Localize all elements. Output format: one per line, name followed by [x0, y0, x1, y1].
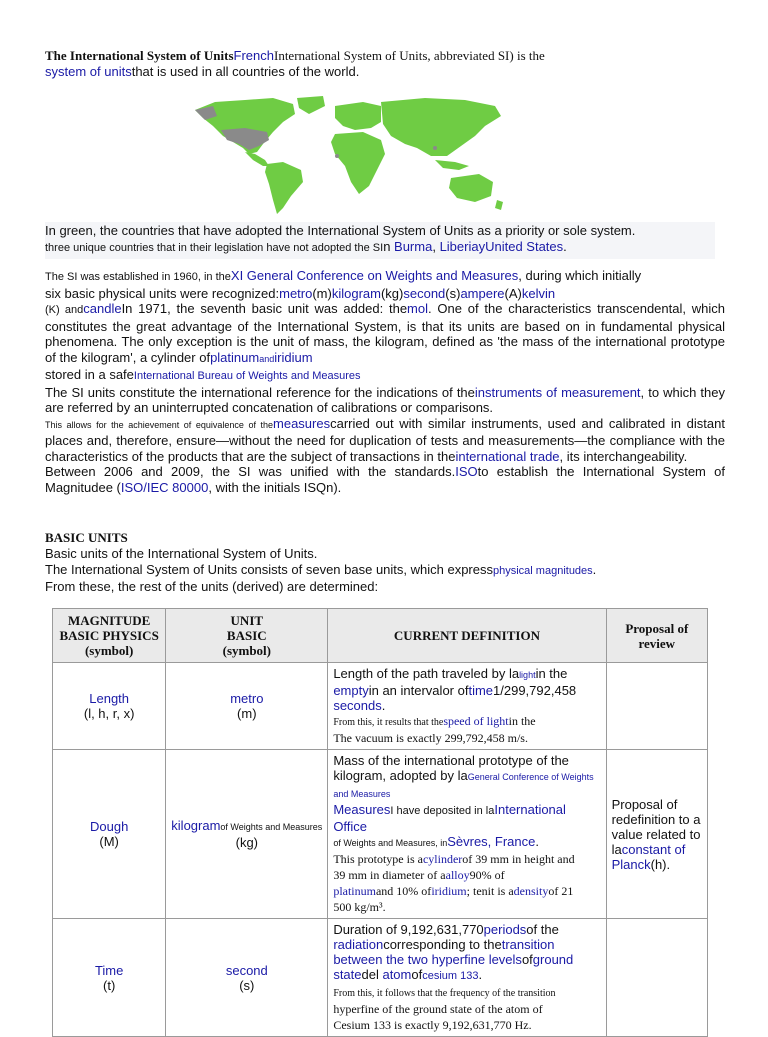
link-candle[interactable]: candle — [83, 301, 122, 316]
header-definition: CURRENT DEFINITION — [328, 609, 606, 663]
map-indonesia — [435, 160, 469, 170]
map-europe — [335, 102, 381, 130]
cell-unit: kilogramof Weights and Measures (kg) — [166, 750, 328, 919]
link-sevres-france[interactable]: Sèvres, France — [447, 834, 536, 849]
link-transition[interactable]: transition between the two hyperfine levels — [333, 937, 555, 967]
cell-definition: Duration of 9,192,631,770periodsof the radiationcorresponding to thetransition between the two hyperfine levelsofground statedel atomofcesium 133. From this, it follows that the frequency of the transition hyperfine of the ground state of the atom of Cesium 133 is exactly 9,192,631,770 Hz. — [328, 919, 606, 1037]
cell-magnitude: Dough (M) — [53, 750, 166, 919]
link-kilogram-unit[interactable]: kilogram — [171, 818, 221, 833]
header-unit: UNIT BASIC (symbol) — [166, 609, 328, 663]
cell-proposal — [606, 663, 707, 750]
link-bureau[interactable]: International Bureau of Weights and Measures — [133, 370, 361, 382]
link-international-trade[interactable]: international trade — [455, 448, 560, 464]
link-platinum-2[interactable]: platinum — [333, 884, 376, 898]
link-seconds[interactable]: seconds — [333, 698, 382, 713]
map-usa — [221, 128, 269, 150]
link-united-states[interactable]: United States — [485, 239, 564, 254]
link-atom[interactable]: atom — [382, 967, 412, 982]
world-map-image — [185, 96, 505, 216]
intro-text-2: that is used in all countries of the world. — [131, 64, 360, 79]
link-platinum[interactable]: platinum — [210, 349, 260, 365]
section-heading-basic-units: BASIC UNITS — [45, 530, 128, 545]
cell-definition: Mass of the international prototype of the kilogram, adopted by laGeneral Conference of Weights and Measures MeasuresI have deposited in laInternational Office of Weights and Measures, inSèvres, France. This prototype is acylinderof 39 mm in height and 39 mm in diameter of aalloy90% of platinumand 10% ofiridium; tenit is adensityof 21 500 kg/m³. — [328, 750, 606, 919]
link-iso[interactable]: ISO — [455, 464, 478, 479]
link-dough[interactable]: Dough — [89, 819, 129, 834]
link-second[interactable]: second — [403, 285, 446, 301]
link-instruments[interactable]: instruments of measurement — [474, 384, 641, 400]
link-liberia[interactable]: Liberia — [439, 239, 479, 254]
link-kilogram[interactable]: kilogram — [331, 285, 381, 301]
map-africa — [331, 132, 385, 194]
link-international-office[interactable]: International Office — [333, 802, 566, 834]
link-iso-iec-80000[interactable]: ISO/IEC 80000 — [120, 479, 209, 495]
link-ground-state[interactable]: ground state — [333, 952, 574, 982]
link-speed-of-light[interactable]: speed of light — [443, 714, 509, 728]
link-radiation[interactable]: radiation — [333, 937, 384, 952]
link-metro[interactable]: metro — [279, 285, 313, 301]
link-mol[interactable]: mol — [407, 301, 428, 316]
link-empty[interactable]: empty — [333, 683, 369, 698]
link-density[interactable]: density — [513, 884, 549, 898]
intro-paragraph — [45, 48, 725, 80]
link-xi-general-conference[interactable]: XI General Conference on Weights and Measures — [230, 268, 519, 283]
header-magnitude: MAGNITUDE BASIC PHYSICS (symbol) — [53, 609, 166, 663]
map-asia — [381, 98, 501, 156]
link-metro-unit[interactable]: metro — [230, 691, 264, 706]
intro-text: International System of Units, abbreviated SI) is the — [273, 48, 545, 63]
link-burma[interactable]: Burma — [394, 239, 433, 254]
link-second-unit[interactable]: second — [225, 962, 268, 978]
link-length[interactable]: Length — [89, 691, 130, 706]
table-row — [53, 663, 708, 750]
caption-line-1: In green, the countries that have adopted the International System of Units as a priority or sole system. — [45, 223, 636, 238]
map-australia — [449, 174, 493, 202]
caption-line-2: three unique countries that in their legislation have not adopted the SIn Burma, LiberiayUnited States. — [45, 239, 567, 254]
map-greenland — [297, 96, 325, 114]
map-central-america — [245, 152, 269, 166]
map-burma — [433, 146, 437, 150]
link-kelvin[interactable]: kelvin — [521, 285, 556, 301]
map-liberia — [335, 154, 339, 158]
cell-proposal: Proposal of redefinition to a value related to laconstant of Planck(h). — [606, 750, 707, 919]
intro-bold-title: The International System of Units — [45, 48, 234, 63]
map-new-zealand — [495, 200, 503, 210]
link-constant-of-planck[interactable]: constant of Planck — [611, 841, 686, 872]
link-cesium-133[interactable]: cesium 133 — [422, 970, 479, 982]
cell-magnitude: Length (l, h, r, x) — [53, 663, 166, 750]
link-ampere[interactable]: ampere — [460, 285, 505, 301]
link-system-of-units[interactable]: system of units — [45, 64, 132, 79]
history-paragraph: The SI was established in 1960, in theXI General Conference on Weights and Measures, during which initially six basic physical units were recognized:metro(m)kilogram(kg)second(s)ampere(A)kelvin (K) andcandleIn 1971, the seventh basic unit was added: themol. One of the characteristics transcendental, which constitutes the great advantage of the International System, is that its units are based on in fundamental physical phenomena. The only exception is the unit of mass, the kilogram, defined as 'the mass of the international prototype of the kilogram', a cylinder ofplatinumandiridium stored in a safeInternational Bureau of Weights and Measures The SI units constitute the international reference for the indications of theinstruments of measurement, to which they are referred by an uninterrupted concatenation of calibrations or comparisons. This allows for the achievement of equivalence of themeasurescarried out with similar instruments, used and calibrated in distant places and, therefore, ensure—without the need for duplication of tests and measurements—the compliance with the characteristics of the products that are the subject of transactions in theinternational trade, its interchangeability. Between 2006 and 2009, the SI was unified with the standards.ISOto establish the International System of Magnitudee (ISO/IEC 80000, with the initials ISQn). — [45, 268, 726, 495]
link-light[interactable]: light — [519, 670, 536, 680]
cell-magnitude: Time (t) — [53, 919, 166, 1037]
table-row — [53, 919, 708, 1037]
link-periods[interactable]: periods — [483, 922, 527, 937]
basic-units-table — [52, 608, 708, 1037]
cell-proposal — [606, 919, 707, 1037]
link-general-conference[interactable]: General Conference of Weights and Measures — [333, 772, 594, 799]
link-measures[interactable]: measures — [273, 415, 331, 431]
table-row — [53, 750, 708, 919]
map-south-america — [265, 162, 303, 214]
link-french[interactable]: French — [233, 48, 274, 63]
table-header-row — [53, 609, 708, 663]
cell-unit: second (s) — [166, 919, 328, 1037]
basic-units-intro: Basic units of the International System of Units. The International System of Units consists of seven base units, which expressphysical magnitudes. From these, the rest of the units (derived) are determined: — [45, 546, 597, 594]
map-caption — [45, 222, 715, 259]
cell-definition: Length of the path traveled by lalightin the emptyin an intervalor oftime1/299,792,458 seconds. From this, it results that thespeed of lightin the The vacuum is exactly 299,792,458 m/s. — [328, 663, 606, 750]
link-time[interactable]: time — [468, 683, 494, 698]
link-iridium-2[interactable]: iridium — [431, 884, 467, 898]
link-time-magnitude[interactable]: Time — [94, 962, 124, 978]
cell-unit: metro (m) — [166, 663, 328, 750]
link-alloy[interactable]: alloy — [445, 868, 470, 882]
link-physical-magnitudes[interactable]: physical magnitudes — [493, 564, 593, 577]
header-proposal: Proposal of review — [606, 609, 707, 663]
link-iridium[interactable]: iridium — [274, 349, 313, 365]
link-cylinder[interactable]: cylinder — [422, 852, 463, 866]
